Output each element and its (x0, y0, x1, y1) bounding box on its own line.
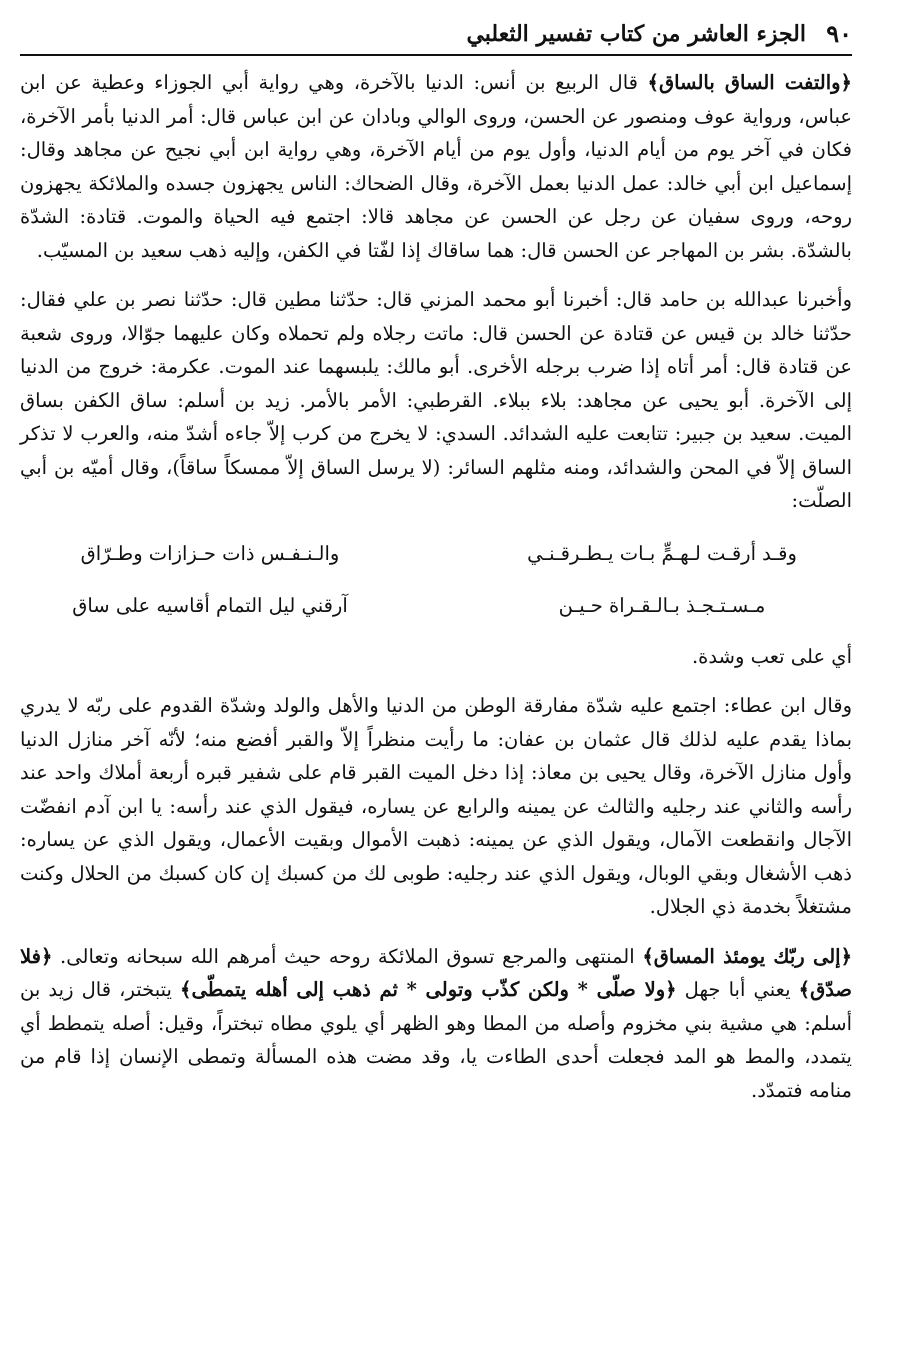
page-body (20, 66, 852, 1107)
paragraph-text: يعني أبا جهل (676, 978, 799, 1001)
quran-quote: ﴿والتفت الساق بالساق﴾ (647, 71, 852, 94)
paragraph-gap (20, 267, 852, 283)
header-rule (20, 54, 852, 56)
poem (20, 528, 852, 632)
paragraph-2 (20, 283, 852, 518)
poem-verse (20, 580, 852, 632)
verse-second-hemistich: آرقني ليل التمام أقاسيه على ساق (72, 593, 348, 617)
page-number: ٩٠ (826, 19, 852, 48)
verse-second-hemistich: والـنـفـس ذات حـزازات وطـرّاق (80, 541, 340, 565)
quran-quote: ﴿إلى ربّك يومئذ المساق﴾ (642, 944, 852, 968)
paragraph-text: وقال ابن عطاء: اجتمع عليه شدّة مفارقة الوطن من الدنيا والأهل والولد وشدّة القدوم على ربّه لا يدري بماذا يقدم عليه لذلك قال عثمان بن عفان: ما رأيت منظراً إلاّ والقبر أفضع منه؛ لأنّه آخر منازل الدنيا وأول منازل الآخرة، وقال يحيى بن معاذ: إذا دخل الميت القبر قام على شفير قبره أربعة أملاك واحد عند رأسه والثاني عند رجليه والثالث عن يمينه والرابع عن يساره، فيقول الذي عند رأسه: يا ابن آدم انفضّت الآجال وانقطعت الآمال، ويقول الذي عن يمينه: ذهبت الأموال وبقيت الأعمال، ويقول الذي عن يساره: ذهب الأشغال وبقي الوبال، ويقول الذي عند رجليه: طوبى لك من كسبك إن كان كسبك من الحلال وكنت مشتغلاً بخدمة ذي الجلال. (20, 694, 852, 918)
paragraph-text: قال الربيع بن أنس: الدنيا بالآخرة، وهي رواية أبي الجوزاء وعطية عن ابن عباس، ورواية عوف ومنصور عن الحسن، وروى الوالي وبادان عن ابن عباس قال: أمر الدنيا بأمر الآخرة، فكان في آخر يوم من أيام الدنيا، وأول يوم من أيام الآخرة، وهي رواية ابن أبي نجيح عن مجاهد وقال: إسماعيل ابن أبي خالد: عمل الدنيا بعمل الآخرة، وقال الضحاك: الناس يجهزون جسده والملائكة يجهزون روحه، وروى سفيان عن رجل عن الحسن عن مجاهد قالا: اجتمع فيه الحياة والموت. قتادة: الشدّة بالشدّة. بشر بن المهاجر عن الحسن قال: هما ساقاك إذا لفّتا في الكفن، وإليه ذهب سعيد بن المسيّب. (20, 71, 852, 262)
paragraph-text: وأخبرنا عبدالله بن حامد قال: أخبرنا أبو محمد المزني قال: حدّثنا مطين قال: حدّثنا نصر بن علي فقال: حدّثنا خالد بن قيس عن قتادة عن الحسن قال: ماتت رجلاه ولم تحملاه وكان عليهما جوّالا، وروى شعبة عن قتادة قال: أمر أتاه إذا ضرب برجله الأخرى. أبو مالك: يلبسهما عند الموت. عكرمة: خروج من الدنيا إلى الآخرة. أبو يحيى عن مجاهد: بلاء ببلاء. القرطبي: الأمر بالأمر. زيد بن أسلم: ساق الكفن بساق الميت. سعيد بن جبير: تتابعت عليه الشدائد. السدي: لا يخرج من كرب إلاّ جاءه أشدّ منه، والعرب لا تذكر الساق إلاّ في المحن والشدائد، ومنه مثلهم السائر: (لا يرسل الساق إلاّ ممسكاً ساقاً)، وقال أميّه بن أبي الصلّت: (20, 288, 852, 512)
paragraph-gap (20, 924, 852, 940)
quran-quote: ﴿فلا صدّق﴾ (20, 944, 852, 1001)
quran-quote: ﴿ولا صلّى * ولكن كذّب وتولى * ثم ذهب إلى أهله يتمطّى﴾ (180, 978, 677, 1001)
after-poem-line: أي على تعب وشدة. (691, 644, 852, 668)
running-title: الجزء العاشر من كتاب تفسير الثعلبي (466, 21, 806, 47)
paragraph-1 (20, 66, 852, 267)
paragraph-text: يتبختر، قال زيد بن أسلم: هي مشية بني مخزوم وأصله من المطا وهو الظهر أي يلوي مطاه تبختراً، وقيل: أصله يتمطط أي يتمدد، والمط هو المد فجعلت أحدى الطاءت يا، وقد مضت هذه المسألة وتمطى الإنسان إذا قام من منامه فتمدّد. (20, 978, 852, 1102)
paragraph-text: المنتهى والمرجع تسوق الملائكة روحه حيث أمرهم الله سبحانه وتعالى. (52, 944, 643, 968)
verse-first-hemistich: وقـد أرقـت لـهـمٍّ بـات يـطـرقـنـي (527, 541, 797, 565)
paragraph-4 (20, 940, 852, 1108)
paragraph-3 (20, 689, 852, 924)
verse-first-hemistich: مـسـتـجـذ بـالـقـراة حـيـن (558, 593, 766, 617)
poem-verse (20, 528, 852, 580)
paragraph-gap (20, 673, 852, 689)
page-header (20, 18, 852, 50)
